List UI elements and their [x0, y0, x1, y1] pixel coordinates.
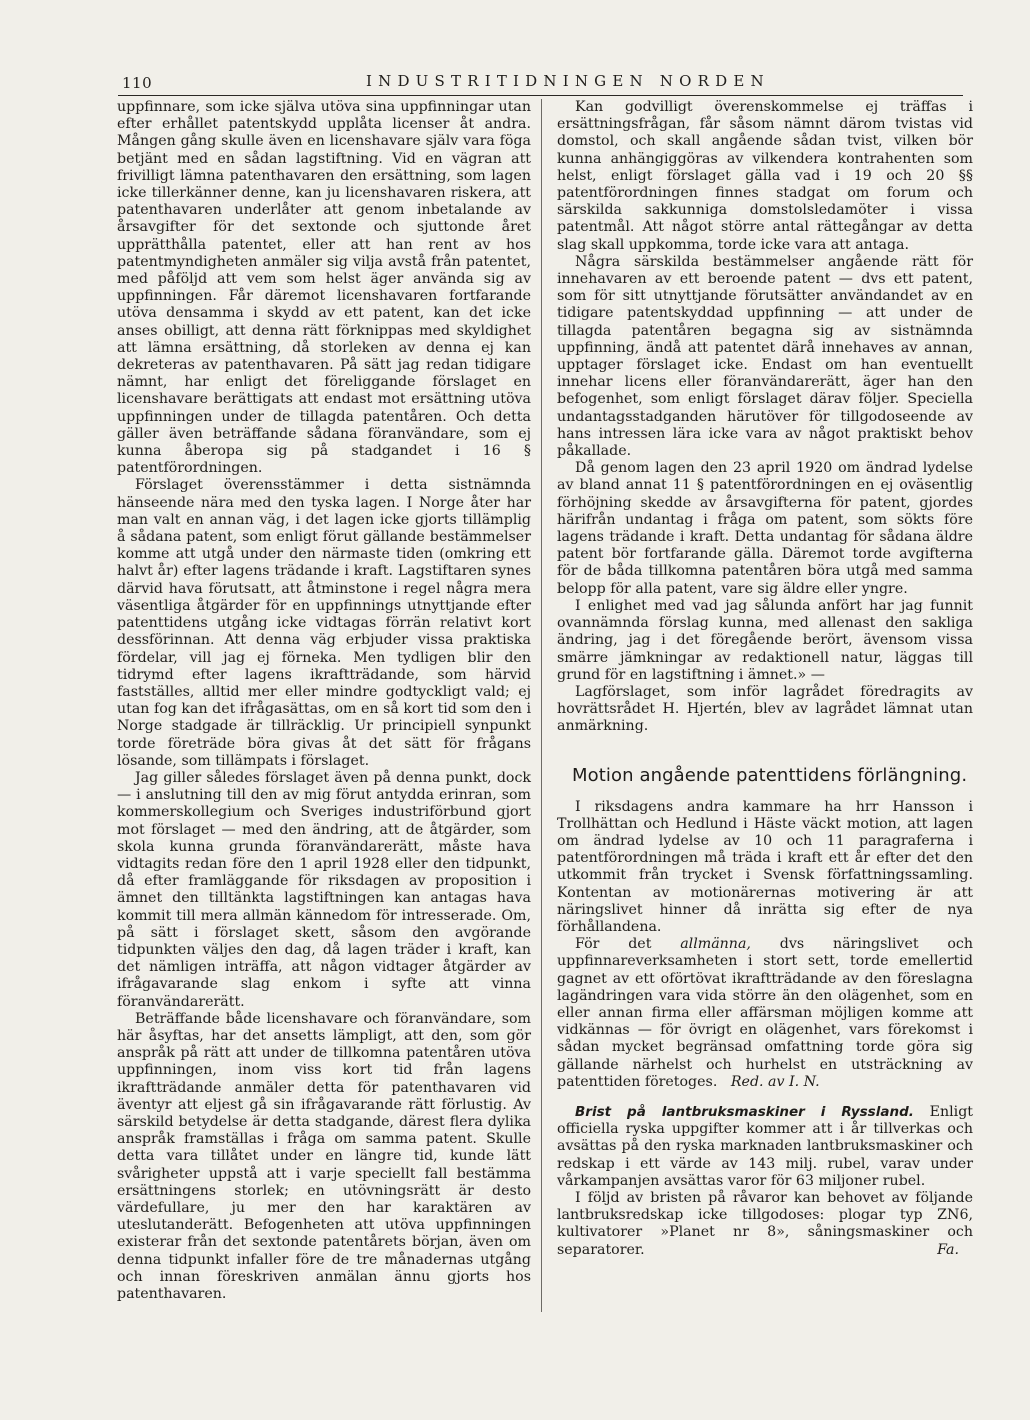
section-heading: Motion angående patenttidens förlängning. — [572, 764, 968, 786]
news-item — [557, 1104, 973, 1190]
left-column — [117, 99, 531, 1303]
spacer — [557, 1091, 973, 1104]
header-rule — [118, 95, 963, 96]
news-paragraph: I följd av bristen på råvaror kan behovet av följande lantbruksredskap icke tillgodoses: plogar typ ZN6, kultivatorer »Planet nr 8», såningsmaskiner och separatorer. — [557, 1189, 973, 1258]
article-paragraph: Jag giller således förslaget även på denna punkt, dock — i anslutning till den av mig förut antydda erinran, som kommerskollegium och Sveriges industriförbund gjort mot förslaget — med den ändring, att de åtgärder, som skola kunna grunda föranvändarerätt, måste hava vidtagits redan före den 1 april 1928 eller den tidpunkt, då efter framläggande för riksdagen av proposition i ämnet den tilltänkta lagstiftningen kan antagas hava kommit till mera allmän kännedom för intresserade. Om, på sätt i förslaget skett, såsom den avgörande tidpunkten väljes den dag, då lagen träder i kraft, kan det nämligen inträffa, att någon vidtager åtgärder av ifrågavarande slag enkom i syfte att vinna föranvändarerätt. — [117, 769, 531, 1010]
article-paragraph: Beträffande både licenshavare och föranvändare, som här åsyftas, har det ansetts lämpligt, att den, som gör anspråk på rätt att under de tillkomna patentåren utöva uppfinningen, inom viss kort tid från lagens ikraftträdande anmäler detta för patenthavaren vid äventyr att eljest gå sin ifrågavarande rätt förlustig. Av särskild betydelse är detta stadgande, därest flera dylika anspråk framställas i fråga om samma patent. Skulle detta vara tillåtet under en längre tid, kunde lätt svårigheter uppstå att i varje speciellt fall bestämma ersättningens storlek; en utövningsrätt är desto värdefullare, ju mer den har karaktären av uteslutanderätt. Befogenheten att utöva uppfinningen existerar från det sextonde patentårets början, även om denna tidpunkt infaller före de tre månadernas utgång och innan föreskriven anmälan ännu gjorts hos patenthavaren. — [117, 1010, 531, 1303]
motion-emphasis: allmänna, — [680, 936, 751, 953]
editorial-byline: Red. av I. N. — [730, 1073, 820, 1090]
article-paragraph: Lagförslaget, som inför lagrådet föredragits av hovrättsrådet H. Hjertén, blev av lagrådet lämnat utan anmärkning. — [557, 683, 973, 735]
running-head: INDUSTRITIDNINGEN NORDEN — [366, 72, 770, 90]
article-paragraph: I enlighet med vad jag sålunda anfört har jag funnit ovannämnda förslag kunna, med allenast den sakliga ändring, jag i det föregående berört, ävensom vissa smärre jämkningar av redaktionell natur, läggas till grund för en lagstiftning i ämnet.» — — [557, 597, 973, 683]
article-paragraph: Förslaget överensstämmer i detta sistnämnda hänseende nära med den tyska lagen. I Norge åter har man valt en annan väg, i det lagen icke gjorts tillämplig å sådana patent, som enligt förut gällande bestämmelser komme att utgå under den närmaste tiden (omkring ett halvt år) efter lagens trädande i kraft. Lagstiftaren synes därvid hava förutsatt, att åtminstone i regel några mera väsentliga åtgärder för en uppfinnings utnyttjande efter patenttidens utgång icke vidtagas förrän relativt kort dessförinnan. Att denna väg erbjuder vissa praktiska fördelar, vill jag ej förneka. Men tydligen blir den tidrymd efter lagens ikraftträdande, som härvid fastställes, alltid mer eller mindre godtyckligt vald; ej utan fog kan det ifrågasättas, om en så kort tid som den i Norge stadgade är tillräcklig. Ur principiell synpunkt torde företräde böra givas åt det sätt för frågans lösande, som tillämpats i förslaget. — [117, 477, 531, 769]
page-number: 110 — [122, 74, 153, 92]
motion-paragraph — [557, 936, 973, 1091]
right-column — [557, 99, 973, 1259]
page-header — [118, 70, 958, 92]
news-signature: Fa. — [937, 1241, 959, 1258]
motion-paragraph: I riksdagens andra kammare ha hrr Hansson i Trollhättan och Hedlund i Häste väckt motion, att lagen om ändrad lydelse av 10 och 11 paragraferna i patentförordningen må träda i kraft ett år efter det den utkommit från trycket i Svensk författningssamling. Kontentan av motionärernas motivering är att näringslivet hinner då inrätta sig efter de nya förhållandena. — [557, 798, 973, 935]
news-title: Brist på lantbruksmaskiner i Ryssland. — [575, 1103, 914, 1120]
news-body: Enligt officiella ryska uppgifter kommer att i år tillverkas och avsättas på den ryska marknaden lantbruksmaskiner och redskap i ett värde av 143 milj. rubel, varav under vårkampanjen avsättas varor för 63 miljoner rubel. — [557, 1103, 973, 1189]
motion-body: dvs näringslivet och uppfinnareverksamheten i stort sett, torde emellertid gagnet av ett oförtövat ikraftträdande av den föreslagna lagändringen vara vida större än den olägenhet, som en eller annan firma eller affärsman möjligen komme att vidkännas — för övrigt en olägenhet, vars förekomst i sådan mycket begränsad omfattning torde göra sig gällande närhelst och hurhelst en utsträckning av patenttiden företoges. — [557, 936, 973, 1090]
article-paragraph: Några särskilda bestämmelser angående rätt för innehavaren av ett beroende patent — dvs ett patent, som för sitt utnyttjande förutsätter användandet av en tidigare patentskyddad uppfinning — att under de tillagda patentåren begagna sig av sistnämnda uppfinning, ändå att patentet därå innehaves av annan, upptager förslaget icke. Endast om han eventuellt innehar licens eller föranvändarerätt, äger han den befogenhet, som enligt förslaget därav följer. Speciella undantagsstadganden härutöver för tillgodoseende av hans intressen lära icke vara av något praktiskt behov påkallade. — [557, 253, 973, 460]
motion-lead: För det — [575, 936, 681, 953]
article-paragraph: Kan godvilligt överenskommelse ej träffas i ersättningsfrågan, får såsom nämnt därom tvistas vid domstol, och skall angående sådan tvist, vilken bör kunna anhängiggöras av vilkendera kontrahenten som helst, enligt förslaget gälla vad i 19 och 20 §§ patentförordningen finnes stadgat om forum och särskilda sakkunniga domstolsledamöter i vissa patentmål. Att något större antal rättegångar av detta slag skall uppkomma, torde icke vara att antaga. — [557, 99, 973, 253]
column-divider — [541, 99, 542, 1312]
article-paragraph: uppfinnare, som icke själva utöva sina uppfinningar utan efter erhållet patentskydd upplåta licenser åt andra. Mången gång skulle även en licenshavare själv vara föga betjänt med en sådan lagstiftning. Vid en vägran att frivilligt lämna patenthavaren den ersättning, som lagen icke tillerkänner denne, kan ju licenshavaren riskera, att patenthavaren underlåter att genom inbetalande av årsavgifter för det sextonde och sjuttonde året upprätthålla patentet, eller att han rent av hos patentmyndigheten anmäler sig vilja avstå från patentet, med påföljd att vem som helst äger använda sig av uppfinningen. Får däremot licenshavaren fortfarande utöva densamma i skydd av ett patent, kan det icke anses obilligt, att denna rätt förknippas med skyldighet att lämna ersättning, då storleken av denna ej kan dekreteras av patenthavaren. På sätt jag redan tidigare nämnt, har enligt det föreliggande förslaget en licenshavare berättigats att endast mot ersättning utöva uppfinningen under de tillagda patentåren. Och detta gäller även beträffande sådana föranvändare, som ej kunna åberopa sig på stadgandet i 16 § patentförordningen. — [117, 99, 531, 477]
article-paragraph: Då genom lagen den 23 april 1920 om ändrad lydelse av bland annat 11 § patentförordningen en ej oväsentlig förhöjning skedde av årsavgifterna för patent, gjordes härifrån undantag i fråga om patent, som sökts före lagens trädande i kraft. Detta undantag för sådana äldre patent bör fortfarande gälla. Däremot torde avgifterna för de båda tillkomna patentåren böra utgå med samma belopp för alla patent, vare sig äldre eller yngre. — [557, 460, 973, 597]
